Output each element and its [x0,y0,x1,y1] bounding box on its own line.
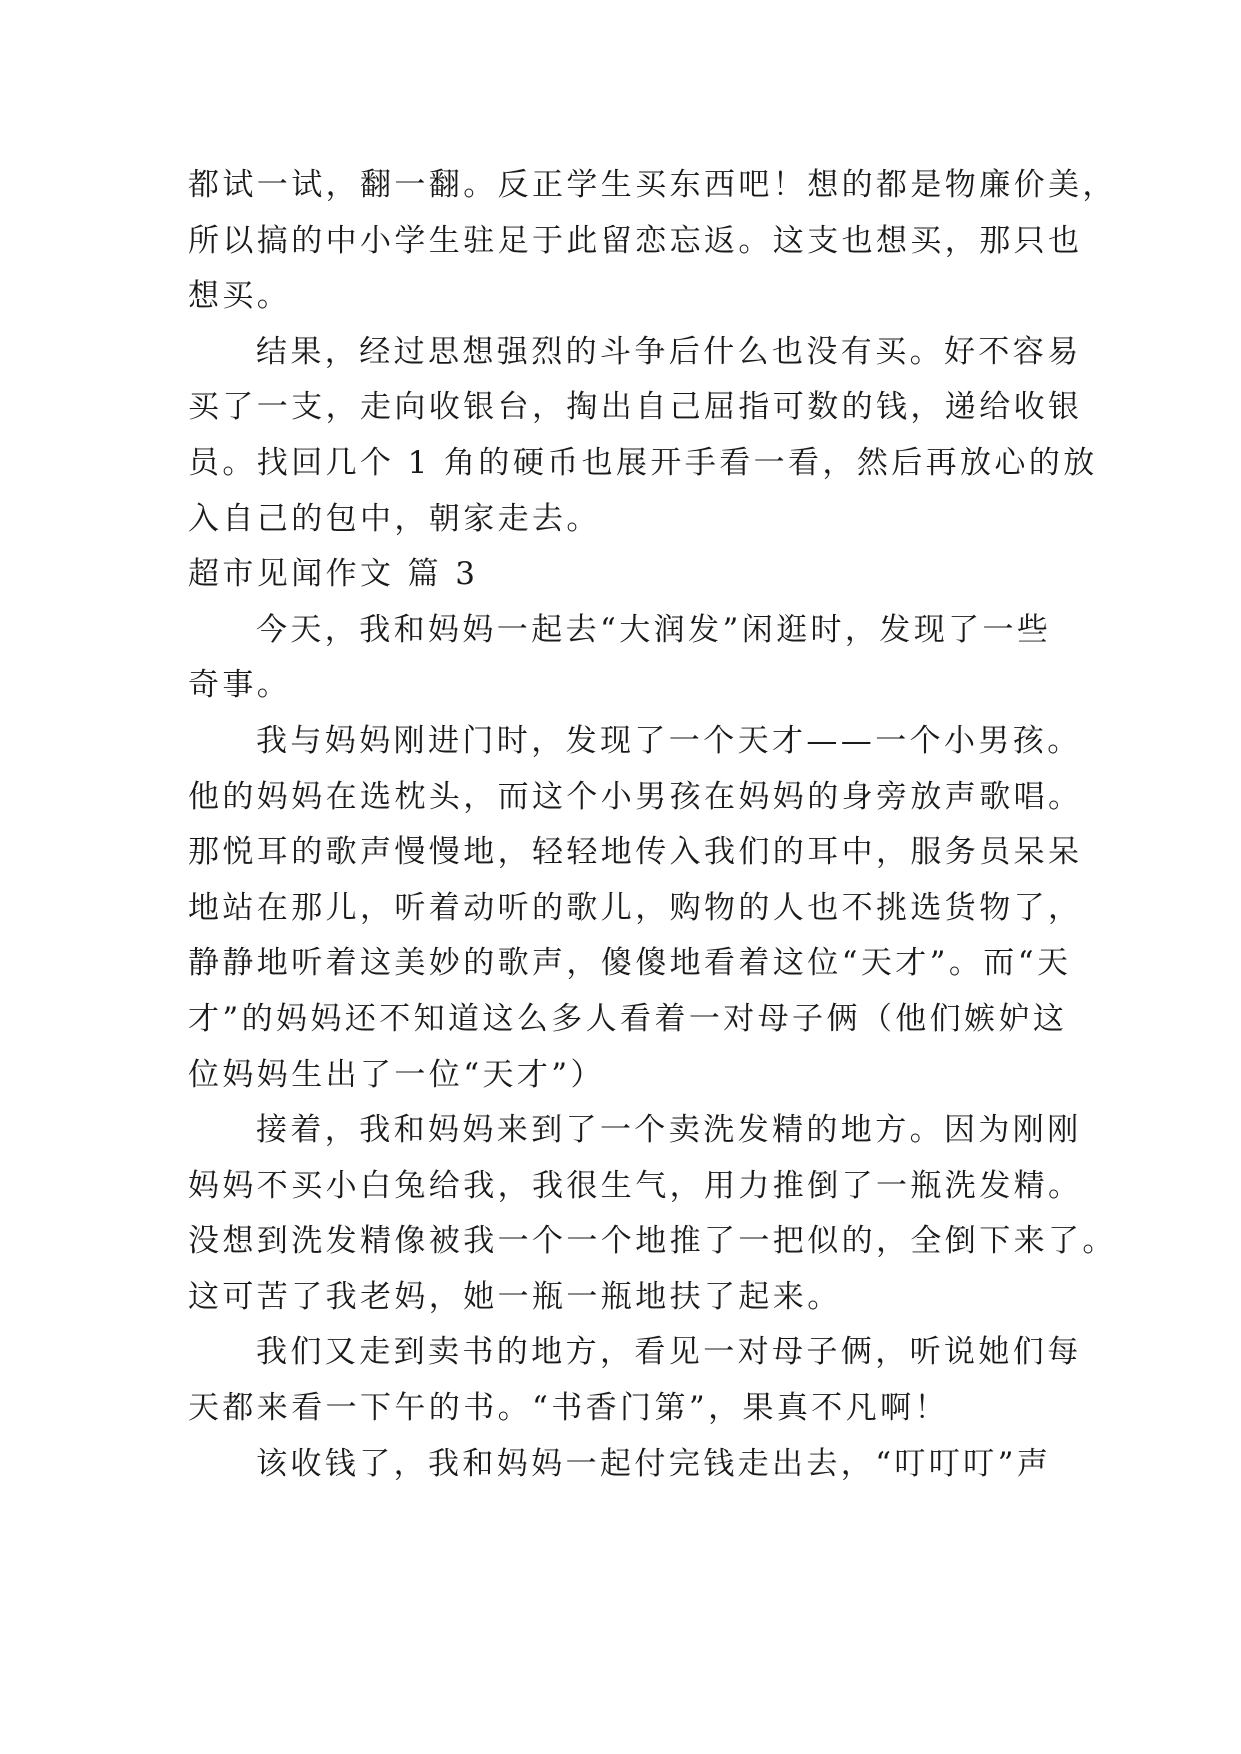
text-line: 这可苦了我老妈，她一瓶一瓶地扶了起来。 [188,1278,842,1315]
text-line: 地站在那儿，听着动听的歌儿，购物的人也不挑选货物了， [188,889,1083,926]
text-line: 所以搞的中小学生驻足于此留恋忘返。这支也想买，那只也 [188,222,1083,259]
text-line: 入自己的包中，朝家走去。 [188,500,601,537]
text-line: 位妈妈生出了一位“天才”） [188,1056,605,1093]
text-line: 买了一支，走向收银台，掏出自己屈指可数的钱，递给收银 [188,389,1083,426]
text-line: 员。找回几个 1 角的硬币也展开手看一看，然后再放心的放 [188,444,1098,481]
text-line: 今天，我和妈妈一起去“大润发”闲逛时，发现了一些 [256,611,1052,648]
document-body [188,158,1117,1492]
text-line: 他的妈妈在选枕头，而这个小男孩在妈妈的身旁放声歌唱。 [188,778,1083,815]
text-line: 我们又走到卖书的地方，看见一对母子俩，听说她们每 [256,1334,1082,1371]
text-line: 静静地听着这美妙的歌声，傻傻地看着这位“天才”。而“天 [188,945,1072,982]
text-line: 接着，我和妈妈来到了一个卖洗发精的地方。因为刚刚 [256,1112,1082,1149]
text-line: 妈妈不买小白兔给我，我很生气，用力推倒了一瓶洗发精。 [188,1167,1083,1204]
text-line: 想买。 [188,278,292,315]
text-line: 没想到洗发精像被我一个一个地推了一把似的，全倒下来了。 [188,1223,1117,1260]
text-line: 奇事。 [188,667,292,704]
text-line: 结果，经过思想强烈的斗争后什么也没有买。好不容易 [256,333,1082,370]
text-line: 该收钱了，我和妈妈一起付完钱走出去，“叮叮叮”声 [256,1445,1052,1482]
text-line: 都试一试，翻一翻。反正学生买东西吧！想的都是物廉价美， [188,167,1117,203]
text-line: 我与妈妈刚进门时，发现了一个天才——一个小男孩。 [256,722,1082,759]
text-line: 才”的妈妈还不知道这么多人看着一对母子俩（他们嫉妒这 [188,1000,1068,1037]
text-line: 那悦耳的歌声慢慢地，轻轻地传入我们的耳中，服务员呆呆 [188,834,1083,871]
section-heading: 超市见闻作文 篇 3 [188,556,479,593]
text-line: 天都来看一下午的书。“书香门第”，果真不凡啊！ [188,1390,949,1427]
